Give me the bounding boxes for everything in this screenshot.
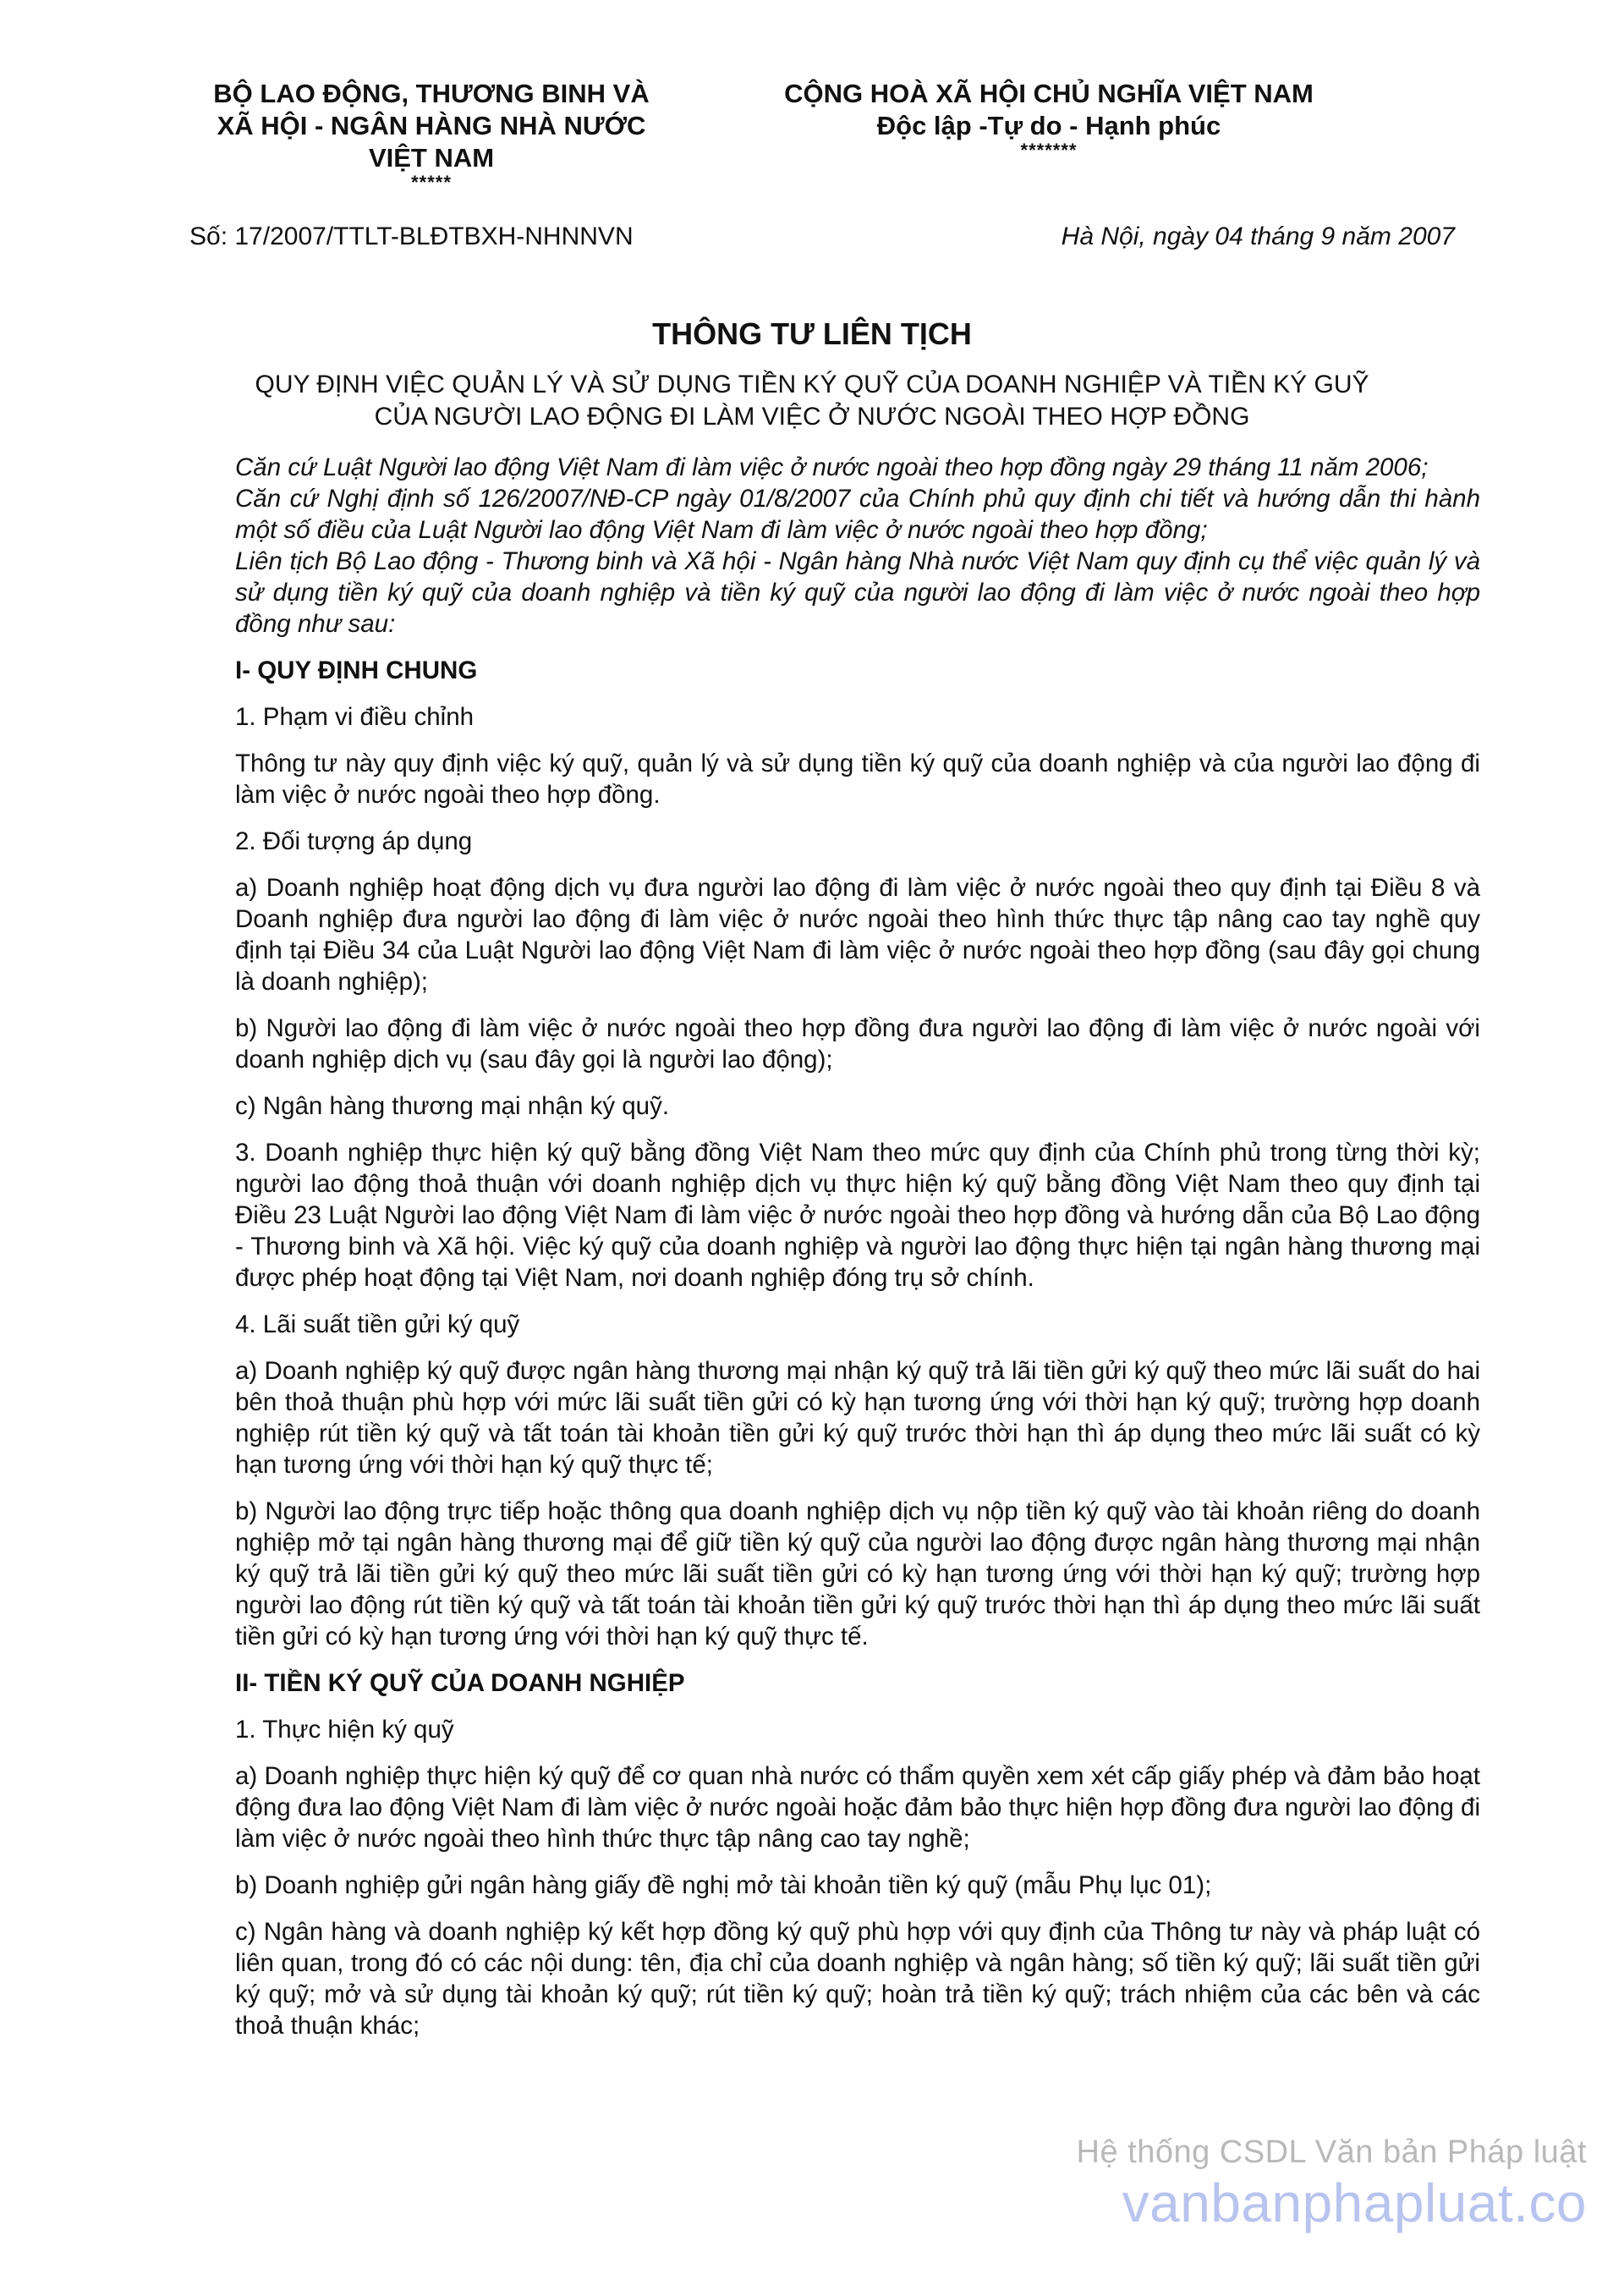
agency-line-3: VIỆT NAM — [368, 143, 495, 173]
motto: Độc lập -Tự do - Hạnh phúc — [876, 111, 1221, 140]
subtitle-line-1: QUY ĐỊNH VIỆC QUẢN LÝ VÀ SỬ DỤNG TIỀN KÝ QUỸ CỦA DOANH NGHIỆP VÀ TIỀN KÝ GUỸ — [255, 371, 1369, 398]
national-motto — [744, 78, 1353, 159]
preamble-decree: Căn cứ Nghị định số 126/2007/NĐ-CP ngày 01/8/2007 của Chính phủ quy định chi tiết và hướng dẫn thi hành một số điều của Luật Người lao động Việt Nam đi làm việc ở nước ngoài theo hợp đồng; — [235, 485, 1480, 544]
document-body — [235, 452, 1480, 2057]
document-date: Hà Nội, ngày 04 tháng 9 năm 2007 — [1061, 222, 1455, 250]
agency-line-1: BỘ LAO ĐỘNG, THƯƠNG BINH VÀ — [213, 79, 650, 108]
section-2-heading: II- TIỀN KÝ QUỸ CỦA DOANH NGHIỆP — [235, 1669, 685, 1697]
section-2-item-1-a: a) Doanh nghiệp thực hiện ký quỹ để cơ quan nhà nước có thẩm quyền xem xét cấp giấy phép và đảm bảo hoạt động đưa lao động Việt Nam đi làm việc ở nước ngoài hoặc đảm bảo thực hiện hợp đồng đưa người lao động đi làm việc ở nước ngoài theo hình thức thực tập nâng cao tay nghề; — [235, 1762, 1480, 1853]
section-1-item-4-b: b) Người lao động trực tiếp hoặc thông qua doanh nghiệp dịch vụ nộp tiền ký quỹ vào tài khoản riêng do doanh nghiệp mở tại ngân hàng thương mại để giữ tiền ký quỹ của người lao động được ngân hàng thương mại nhận ký quỹ trả lãi tiền gửi ký quỹ theo mức lãi suất tiền gửi có kỳ hạn tương ứng với thời hạn ký quỹ; trường hợp người lao động rút tiền ký quỹ và tất toán tài khoản tiền gửi ký quỹ trước thời hạn thì áp dụng theo mức lãi suất tiền gửi có kỳ hạn tương ứng với thời hạn ký quỹ thực tế. — [235, 1497, 1480, 1651]
section-2-item-1-b: b) Doanh nghiệp gửi ngân hàng giấy đề nghị mở tài khoản tiền ký quỹ (mẫu Phụ lục 01); — [235, 1871, 1212, 1899]
watermark-caption: Hệ thống CSDL Văn bản Pháp luật — [1076, 2134, 1587, 2170]
section-2-item-1-c: c) Ngân hàng và doanh nghiệp ký kết hợp đồng ký quỹ phù hợp với quy định của Thông tư này và pháp luật có liên quan, trong đó có các nội dung: tên, địa chỉ của doanh nghiệp và ngân hàng; số tiền ký quỹ; lãi suất tiền gửi ký quỹ; mở và sử dụng tài khoản ký quỹ; rút tiền ký quỹ; hoàn trả tiền ký quỹ; trách nhiệm của các bên và các thoả thuận khác; — [235, 1918, 1480, 2040]
section-1-item-2-a: a) Doanh nghiệp hoạt động dịch vụ đưa người lao động đi làm việc ở nước ngoài theo quy định tại Điều 8 và Doanh nghiệp đưa người lao động đi làm việc ở nước ngoài theo hình thức thực tập nâng cao tay nghề quy định tại Điều 34 của Luật Người lao động Việt Nam đi làm việc ở nước ngoài theo hợp đồng (sau đây gọi chung là doanh nghiệp); — [235, 874, 1480, 996]
section-1-heading: I- QUY ĐỊNH CHUNG — [235, 656, 478, 684]
document-title: THÔNG TƯ LIÊN TỊCH — [652, 316, 972, 351]
watermark-site: vanbanphapluat.co — [1122, 2172, 1587, 2233]
document-number: Số: 17/2007/TTLT-BLĐTBXH-NHNNVN — [189, 222, 634, 250]
section-2-item-1-title: 1. Thực hiện ký quỹ — [235, 1716, 454, 1744]
agency-line-2: XÃ HỘI - NGÂN HÀNG NHÀ NƯỚC — [217, 111, 646, 140]
subtitle-line-2: CỦA NGƯỜI LAO ĐỘNG ĐI LÀM VIỆC Ở NƯỚC NGOÀI THEO HỢP ĐỒNG — [374, 403, 1250, 431]
preamble-law: Căn cứ Luật Người lao động Việt Nam đi làm việc ở nước ngoài theo hợp đồng ngày 29 tháng 11 năm 2006; — [235, 453, 1429, 481]
nation-name: CỘNG HOÀ XÃ HỘI CHỦ NGHĨA VIỆT NAM — [784, 79, 1314, 108]
section-1-item-2-title: 2. Đối tượng áp dụng — [235, 827, 473, 855]
section-1-item-4-a: a) Doanh nghiệp ký quỹ được ngân hàng thương mại nhận ký quỹ trả lãi tiền gửi ký quỹ theo mức lãi suất do hai bên thoả thuận phù hợp với mức lãi suất tiền gửi có kỳ hạn tương ứng với thời hạn ký quỹ; trường hợp doanh nghiệp rút tiền ký quỹ và tất toán tài khoản tiền gửi ký quỹ trước thời hạn thì áp dụng theo mức lãi suất có kỳ hạn tương ứng với thời hạn ký quỹ thực tế; — [235, 1357, 1480, 1479]
issuing-agency — [169, 78, 694, 191]
section-1-item-1-text: Thông tư này quy định việc ký quỹ, quản lý và sử dụng tiền ký quỹ của doanh nghiệp và của người lao động đi làm việc ở nước ngoài theo hợp đồng. — [235, 750, 1480, 809]
section-1-item-2-c: c) Ngân hàng thương mại nhận ký quỹ. — [235, 1092, 670, 1120]
motto-stars: ******* — [1020, 140, 1078, 161]
section-1-item-1-title: 1. Phạm vi điều chỉnh — [235, 703, 475, 731]
section-1-item-3: 3. Doanh nghiệp thực hiện ký quỹ bằng đồng Việt Nam theo mức quy định của Chính phủ trong từng thời kỳ; người lao động thoả thuận với doanh nghiệp dịch vụ thực hiện ký quỹ bằng đồng Việt Nam theo quy định tại Điều 23 Luật Người lao động Việt Nam đi làm việc ở nước ngoài theo hợp đồng và hướng dẫn của Bộ Lao động - Thương binh và Xã hội. Việc ký quỹ của doanh nghiệp và người lao động thực hiện tại ngân hàng thương mại được phép hoạt động tại Việt Nam, nơi doanh nghiệp đóng trụ sở chính. — [235, 1139, 1480, 1292]
document-subtitle — [169, 369, 1455, 433]
preamble-joint: Liên tịch Bộ Lao động - Thương binh và Xã hội - Ngân hàng Nhà nước Việt Nam quy định cụ thể việc quản lý và sử dụng tiền ký quỹ của doanh nghiệp và tiền ký quỹ của người lao động đi làm việc ở nước ngoài theo hợp đồng như sau: — [235, 547, 1480, 638]
section-1-item-2-b: b) Người lao động đi làm việc ở nước ngoài theo hợp đồng đưa người lao động đi làm việc ở nước ngoài với doanh nghiệp dịch vụ (sau đây gọi là người lao động); — [235, 1014, 1480, 1074]
section-1-item-4-title: 4. Lãi suất tiền gửi ký quỹ — [235, 1310, 520, 1338]
agency-stars: ***** — [411, 172, 452, 193]
